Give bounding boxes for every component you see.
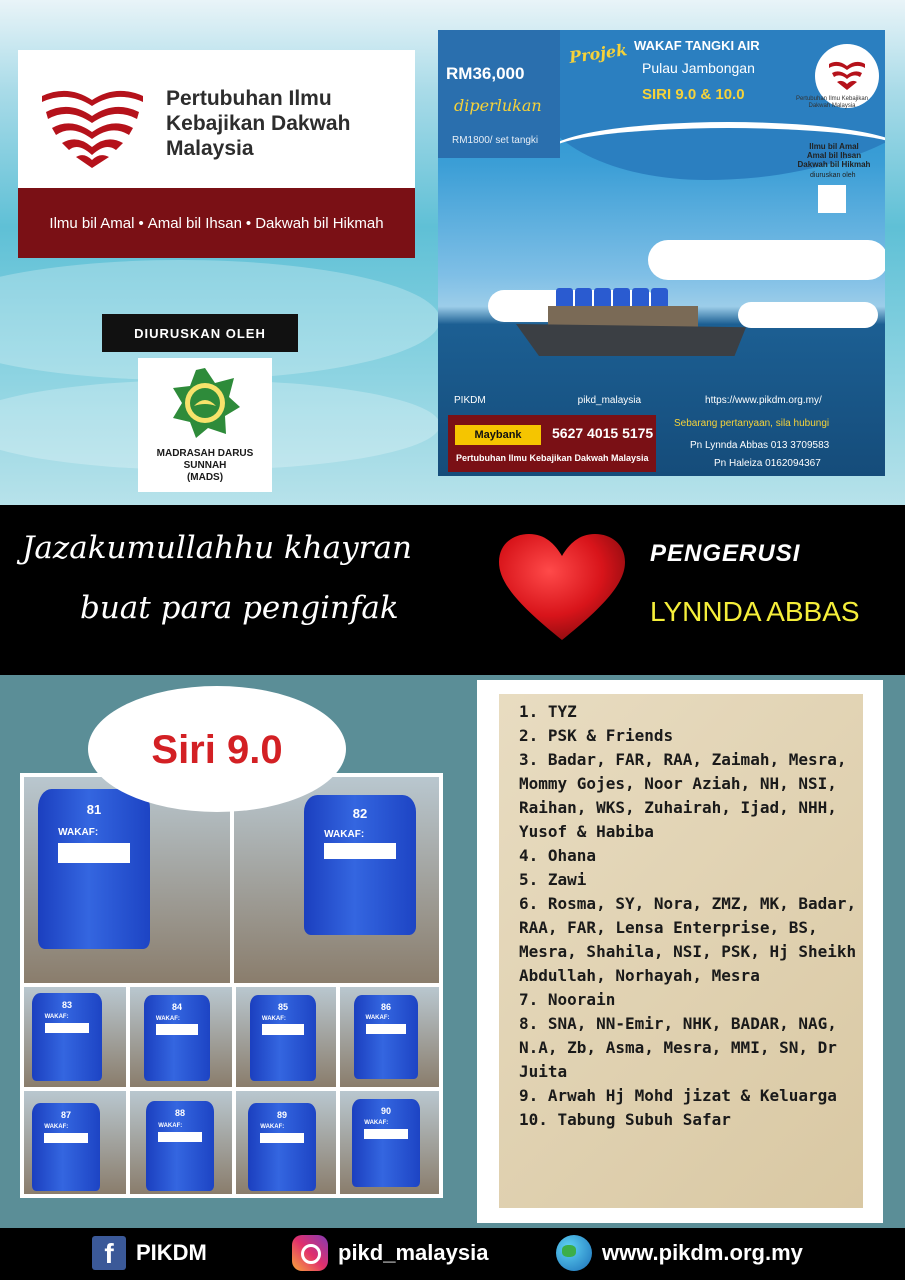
managed-by-label: DIURUSKAN OLEH <box>102 314 298 352</box>
tank-wakaf-label: WAKAF: <box>44 1014 69 1021</box>
footer-facebook-link[interactable] <box>92 1232 207 1274</box>
projek-label: Projek <box>567 40 629 67</box>
list-item: 9. Arwah Hj Mohd jizat & Keluarga <box>519 1086 837 1105</box>
tank-number: 88 <box>174 1108 185 1119</box>
tank-number: 81 <box>86 801 102 817</box>
project-place: Pulau Jambongan <box>642 60 755 76</box>
mads-logo-card <box>138 358 272 492</box>
poster-facebook[interactable]: PIKDM <box>454 394 486 406</box>
chair-title: PENGERUSI <box>650 540 801 567</box>
list-item: 6. Rosma, SY, Nora, ZMZ, MK, Badar, RAA, FAR, Lensa Enterprise, BS, Mesra, Shahila, NSI, PSK, Hj Sheikh Abdullah, Norhayah, Mesra <box>519 894 857 985</box>
org-name-line: Kebajikan Dakwah <box>166 112 351 135</box>
org-name <box>166 86 350 161</box>
tank-sticker <box>45 1023 90 1034</box>
tank-photo <box>236 987 336 1087</box>
tagline-part: Dakwah bil Hikmah <box>255 214 384 232</box>
footer-website-label: www.pikdm.org.my <box>602 1240 803 1265</box>
list-item: 1. TYZ <box>519 702 577 721</box>
contact-person: Pn Haleiza 0162094367 <box>714 458 821 469</box>
tank-number: 86 <box>380 1001 391 1012</box>
tank-number: 90 <box>380 1106 391 1117</box>
org-tagline: Ilmu bil Amal • Amal bil Ihsan • Dakwah bil Hikmah <box>18 188 415 258</box>
tagline-part: Amal bil Ihsan <box>147 214 242 232</box>
series-label: Siri 9.0 <box>151 728 283 772</box>
target-amount: RM36,000 <box>446 64 525 83</box>
tank-wakaf-label: WAKAF: <box>155 1015 180 1022</box>
poster-managed-label: diuruskan oleh <box>810 172 856 179</box>
tank-sticker <box>260 1133 304 1144</box>
needed-label: diperlukan <box>454 96 542 115</box>
tank-number: 83 <box>61 1000 72 1011</box>
tank-number: 84 <box>171 1001 182 1012</box>
tank-sticker <box>324 843 396 860</box>
mads-name-line: MADRASAH DARUS SUNNAH <box>156 448 254 471</box>
tank-wakaf-label: WAKAF: <box>324 828 365 840</box>
boat-cabin <box>548 306 698 328</box>
maybank-logo: Maybank <box>455 425 541 445</box>
heart-icon <box>497 532 627 644</box>
footer-facebook-label: PIKDM <box>136 1240 207 1265</box>
tank-photo <box>130 987 232 1087</box>
tank-sticker <box>364 1129 408 1140</box>
tank-sticker <box>58 843 130 862</box>
project-poster <box>438 30 885 476</box>
tank-wakaf-label: WAKAF: <box>365 1015 390 1022</box>
project-series: SIRI 9.0 & 10.0 <box>642 86 745 103</box>
cloud <box>648 240 885 280</box>
tank-photo <box>340 1091 439 1194</box>
poster-instagram[interactable]: pikd_malaysia <box>577 394 642 406</box>
footer-website-link[interactable] <box>556 1232 803 1274</box>
tank-wakaf-label: WAKAF: <box>158 1122 183 1129</box>
tank-wakaf-label: WAKAF: <box>44 1124 69 1131</box>
contact-heading: Sebarang pertanyaan, sila hubungi <box>674 418 830 429</box>
org-name-line: Malaysia <box>166 137 254 160</box>
tank-photo <box>24 1091 126 1194</box>
poster-social-row <box>438 388 885 412</box>
org-name-line: Pertubuhan Ilmu <box>166 87 332 110</box>
poster-tagline <box>795 142 873 169</box>
org-logo-card <box>18 50 415 258</box>
tagline-part: Ilmu bil Amal <box>49 214 135 232</box>
tank-photo-grid <box>20 773 443 1198</box>
mads-name <box>138 448 272 484</box>
footer-instagram-label: pikd_malaysia <box>338 1240 489 1265</box>
donor-list <box>519 700 863 1132</box>
tank-sticker <box>158 1132 202 1143</box>
project-title: WAKAF TANGKI AIR <box>634 38 760 53</box>
list-item: 2. PSK & Friends <box>519 726 674 745</box>
tank-sticker <box>262 1024 304 1034</box>
tank-sticker <box>156 1024 198 1034</box>
boat-hull <box>516 324 746 356</box>
poster-tagline-line: Amal bil Ihsan <box>806 151 862 160</box>
thanks-line: Jazakumullahhu khayran <box>22 530 412 566</box>
facebook-icon: f <box>92 1236 126 1270</box>
globe-icon <box>556 1235 592 1271</box>
account-number: 5627 4015 5175 <box>552 425 654 441</box>
account-holder: Pertubuhan Ilmu Kebajikan Dakwah Malaysia <box>456 453 649 463</box>
mads-star-emblem-icon <box>168 366 242 440</box>
tank-photo <box>130 1091 232 1194</box>
tank-sticker <box>44 1133 88 1144</box>
chair-name: LYNNDA ABBAS <box>650 596 860 627</box>
list-item: 3. Badar, FAR, RAA, Zaimah, Mesra, Mommy Gojes, Noor Aziah, NH, NSI, Raihan, WKS, Zuhairah, Ijad, NHH, Yusof & Habiba <box>519 750 847 841</box>
tank-number: 89 <box>276 1110 287 1121</box>
tank-wakaf-label: WAKAF: <box>260 1124 285 1131</box>
list-item: 5. Zawi <box>519 870 587 889</box>
tank-wakaf-label: WAKAF: <box>58 827 99 839</box>
list-item: 8. SNA, NN-Emir, NHK, BADAR, NAG, N.A, Zb, Asma, Mesra, MMI, SN, Dr Juita <box>519 1014 837 1081</box>
poster-tagline-line: Dakwah bil Hikmah <box>797 160 871 169</box>
cloud <box>738 302 878 328</box>
list-item: 4. Ohana <box>519 846 597 865</box>
tank-wakaf-label: WAKAF: <box>261 1015 286 1022</box>
mads-abbr: (MADS) <box>186 472 224 483</box>
tank-photo <box>340 987 439 1087</box>
thanks-line: buat para penginfak <box>80 590 399 626</box>
list-item: 10. Tabung Subuh Safar <box>519 1110 731 1129</box>
tank-number: 82 <box>352 806 368 822</box>
instagram-icon <box>292 1235 328 1271</box>
footer-instagram-link[interactable] <box>292 1232 488 1274</box>
tank-sticker <box>366 1024 407 1034</box>
poster-org-name: Pertubuhan Ilmu Kebajikan Dakwah Malaysia <box>795 96 869 109</box>
tank-photo <box>234 777 439 983</box>
tank-number: 85 <box>277 1001 288 1012</box>
tank-wakaf-label: WAKAF: <box>364 1120 389 1127</box>
contact-person: Pn Lynnda Abbas 013 3709583 <box>690 440 830 451</box>
poster-mads-logo <box>818 185 846 213</box>
bank-box <box>448 415 656 472</box>
poster-website[interactable]: https://www.pikdm.org.my/ <box>705 394 822 406</box>
book-heart-icon <box>40 86 145 168</box>
per-tank-price: RM1800/ set tangki <box>452 135 539 146</box>
tank-photo <box>236 1091 336 1194</box>
list-item: 7. Noorain <box>519 990 616 1009</box>
tank-number: 87 <box>60 1110 71 1121</box>
poster-tagline-line: Ilmu bil Amal <box>809 142 859 151</box>
tank-photo <box>24 987 126 1087</box>
boat-tanks <box>556 288 668 308</box>
